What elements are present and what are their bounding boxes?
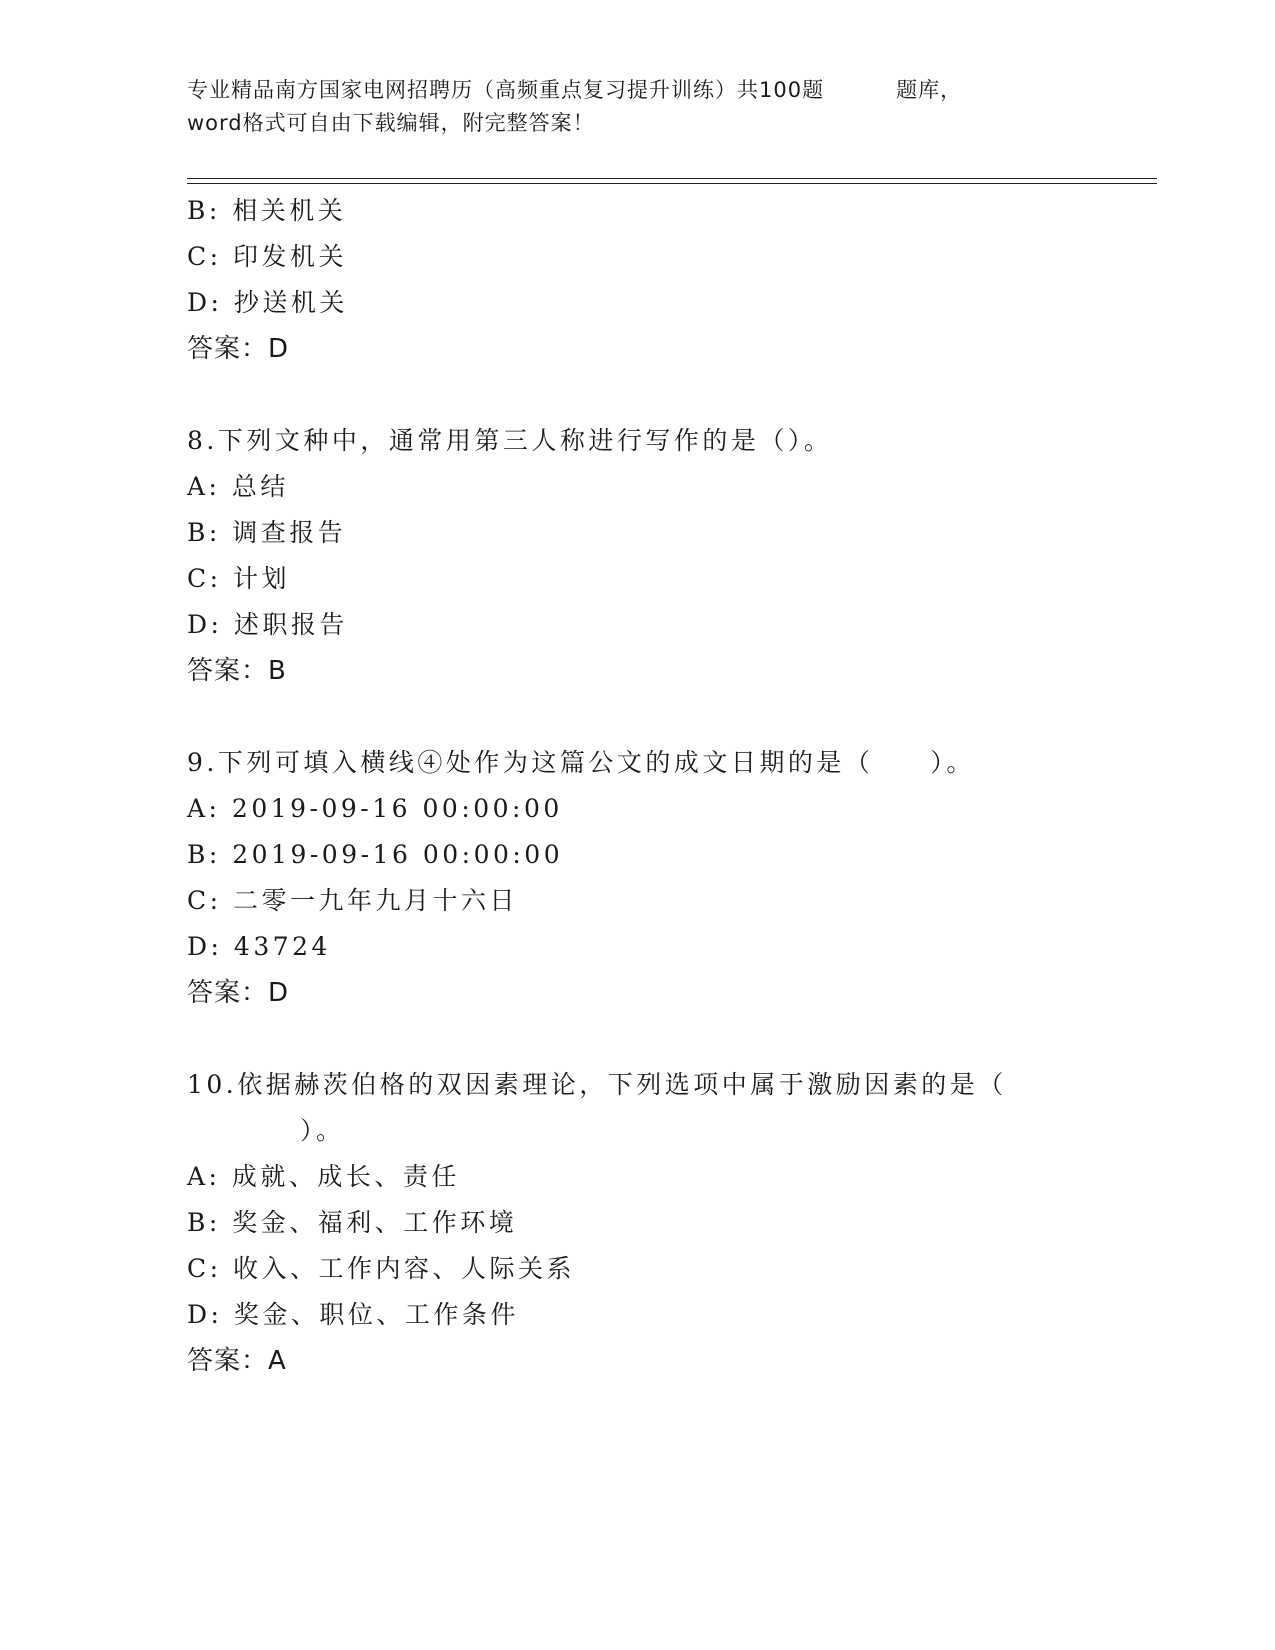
question-9 [187, 740, 1087, 1016]
option-c: C: 收入、工作内容、人际关系 [187, 1254, 575, 1283]
option-c: C: 计划 [187, 564, 290, 593]
option-b: B: 相关机关 [187, 196, 347, 225]
option-a: A: 成就、成长、责任 [187, 1162, 460, 1191]
header-title-suffix: 题库， [896, 78, 963, 102]
page-header [187, 74, 1067, 140]
option-d: D: 抄送机关 [187, 288, 348, 317]
answer: 答案：B [187, 656, 287, 686]
option-b: B: 奖金、福利、工作环境 [187, 1208, 518, 1237]
header-line-2: word格式可自由下载编辑，附完整答案！ [187, 111, 595, 135]
option-c: C: 印发机关 [187, 242, 347, 271]
answer: 答案：D [187, 334, 290, 364]
question-stem: 9.下列可填入横线④处作为这篇公文的成文日期的是（ ）。 [187, 748, 975, 777]
question-8 [187, 418, 1087, 694]
option-b: B: 调查报告 [187, 518, 347, 547]
answer: 答案：A [187, 1346, 287, 1376]
question-stem-continuation: ）。 [300, 1116, 345, 1145]
header-line-1 [187, 74, 1067, 107]
question-7 [187, 188, 1087, 372]
answer: 答案：D [187, 978, 290, 1008]
header-divider-bottom [187, 183, 1157, 184]
header-divider-top [187, 178, 1157, 179]
question-stem: 10.依据赫茨伯格的双因素理论，下列选项中属于激励因素的是（ [187, 1070, 1007, 1099]
option-d: D: 述职报告 [187, 610, 348, 639]
option-a: A: 2019-09-16 00:00:00 [187, 794, 563, 823]
question-stem: 8.下列文种中，通常用第三人称进行写作的是（）。 [187, 426, 833, 455]
option-d: D: 奖金、职位、工作条件 [187, 1300, 519, 1329]
question-10 [187, 1062, 1087, 1384]
option-b: B: 2019-09-16 00:00:00 [187, 840, 564, 869]
option-a: A: 总结 [187, 472, 289, 501]
header-title: 专业精品南方国家电网招聘历（高频重点复习提升训练）共100题 [187, 78, 825, 102]
question-list [187, 188, 1087, 1384]
option-c: C: 二零一九年九月十六日 [187, 886, 518, 915]
option-d: D: 43724 [187, 932, 331, 961]
